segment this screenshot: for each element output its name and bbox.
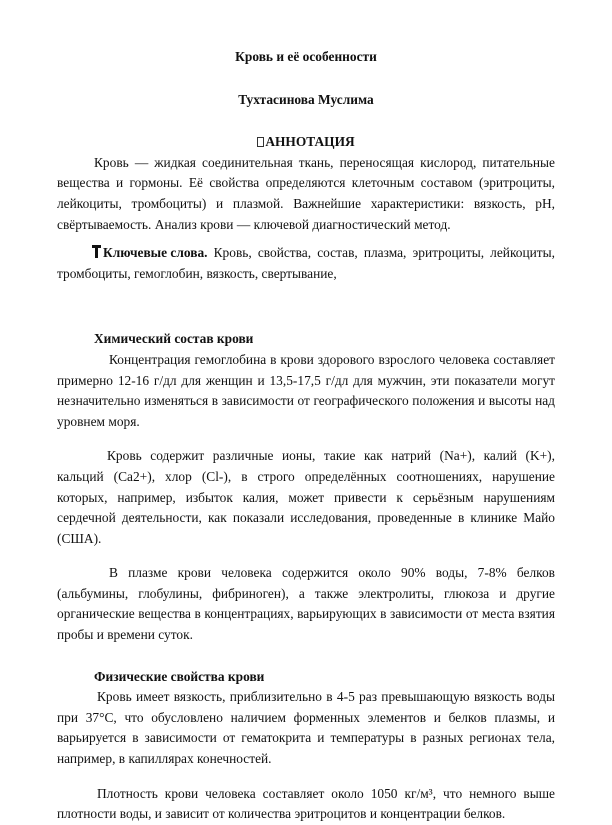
chemical-section-heading: Химический состав крови <box>94 331 254 347</box>
missing-glyph-icon <box>257 137 264 147</box>
document-title: Кровь и её особенности <box>235 49 377 64</box>
pushpin-icon <box>92 245 101 258</box>
chemical-paragraph-2: Кровь содержит различные ионы, такие как натрий (Na+), калий (K+), кальций (Ca2+), хлор (Cl-), в строго определённых соотношениях, нарушение которых, например, избыток калия, может привести к серьёзным нарушениям сердечной деятельности, как показали исследования, проведенные в клинике Майо (США). <box>57 448 555 546</box>
physical-section-heading: Физические свойства крови <box>94 668 265 684</box>
physical-paragraph-2: Плотность крови человека составляет около 1050 кг/м³, что немного выше плотности воды, и зависит от количества эритроцитов и концентрации белков. <box>57 785 555 822</box>
chemical-paragraph-3: В плазме крови человека содержится около 90% воды, 7-8% белков (альбумины, глобулины, фибриноген), а также электролиты, глюкоза и другие органические вещества в концентрациях, варьирующих в зависимости от места взятия пробы и времени суток. <box>57 565 555 643</box>
keywords-text: Кровь, свойства, состав, плазма, эритроциты, лейкоциты, тромбоциты, гемоглобин, вязкость, свертывание, <box>57 245 555 281</box>
keywords-label: Ключевые слова. <box>103 245 208 261</box>
keywords-lead <box>92 243 208 264</box>
author-name: Тухтасинова Муслима <box>238 91 374 107</box>
physical-paragraph-1: Кровь имеет вязкость, приблизительно в 4-5 раз превышающую вязкость воды при 37°C, что обусловлено наличием форменных элементов и белков плазмы, и варьируется в зависимости от гематокрита и температуры в разных регионах тела, например, в капиллярах конечностей. <box>57 689 555 767</box>
annotation-text: Кровь — жидкая соединительная ткань, переносящая кислород, питательные вещества и гормоны. Её свойства определяются клеточным составом (эритроциты, лейкоциты, тромбоциты) и плазмой. Важнейшие характеристики: вязкость, pH, свёртываемость. Анализ крови — ключевой диагностический метод. <box>57 154 555 232</box>
chemical-paragraph-1: Концентрация гемоглобина в крови здорового взрослого человека составляет примерно 12-16 г/дл для женщин и 13,5-17,5 г/дл для мужчин, эти показатели могут незначительно изменяться в зависимости от географического положения и высоты над уровнем моря. <box>57 351 555 429</box>
annotation-heading-label: АННОТАЦИЯ <box>265 134 355 150</box>
keywords-paragraph <box>57 243 555 284</box>
annotation-heading <box>57 132 555 153</box>
